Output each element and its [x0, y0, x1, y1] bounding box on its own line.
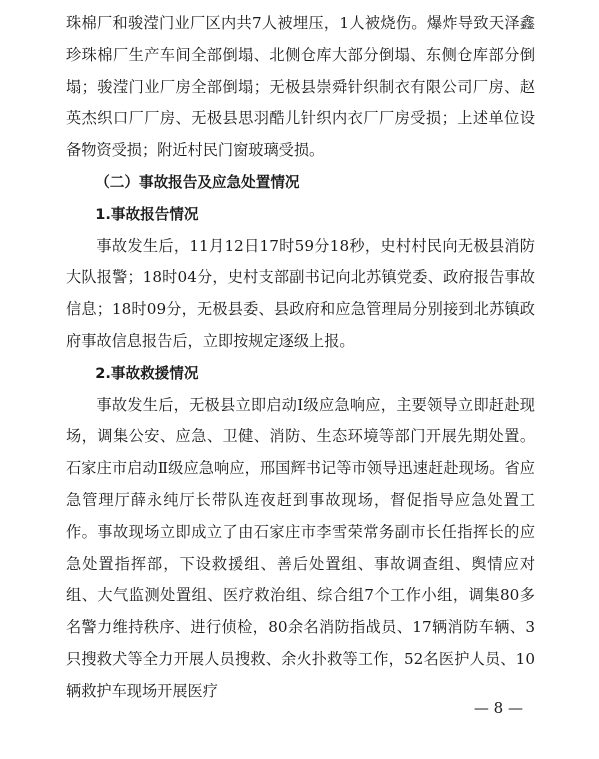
paragraph-accident-rescue: 事故发生后，无极县立即启动Ⅰ级应急响应，主要领导立即赶赴现场，调集公安、应急、卫健、消防、生态环境等部门开展先期处置。石家庄市启动Ⅱ级应急响应，邢国辉书记等市领导迅速赶赴现场。省应急管理厅薛永纯厅长带队连夜赶到事故现场，督促指导应急处置工作。事故现场立即成立了由石家庄市李雪荣常务副市长任指挥长的应急处置指挥部，下设救援组、善后处置组、事故调查组、舆情应对组、大气监测处置组、医疗救治组、综合组7个工作小组，调集80多名警力维持秩序、进行侦检，80余名消防指战员、17辆消防车辆、3只搜救犬等全力开展人员搜救、余火扑救等工作，52名医护人员、10辆救护车现场开展医疗	[66, 395, 535, 700]
page-number: — 8 —	[473, 699, 523, 717]
section-heading-accident-report-and-response: （二）事故报告及应急处置情况	[95, 173, 300, 191]
paragraph-casualties-damage: 珠棉厂和骏滢门业厂区内共7人被埋压，1人被烧伤。爆炸导致天泽鑫珍珠棉厂生产车间全部倒塌、北侧仓库大部分倒塌、东侧仓库部分倒塌；骏滢门业厂房全部倒塌；无极县崇舜针织制衣有限公司厂房、赵英杰织口厂厂房、无极县思羽酷儿针织内衣厂厂房受损；上述单位设备物资受损；附近村民门窗玻璃受损。	[66, 14, 535, 160]
subheading-accident-rescue: 2.事故救援情况	[95, 364, 199, 382]
paragraph-accident-report: 事故发生后，11月12日17时59分18秒，史村村民向无极县消防大队报警；18时04分，史村支部副书记向北苏镇党委、政府报告事故信息；18时09分，无极县委、县政府和应急管理局分别接到北苏镇政府事故信息报告后，立即按规定逐级上报。	[66, 236, 535, 350]
subheading-accident-report: 1.事故报告情况	[95, 205, 199, 223]
